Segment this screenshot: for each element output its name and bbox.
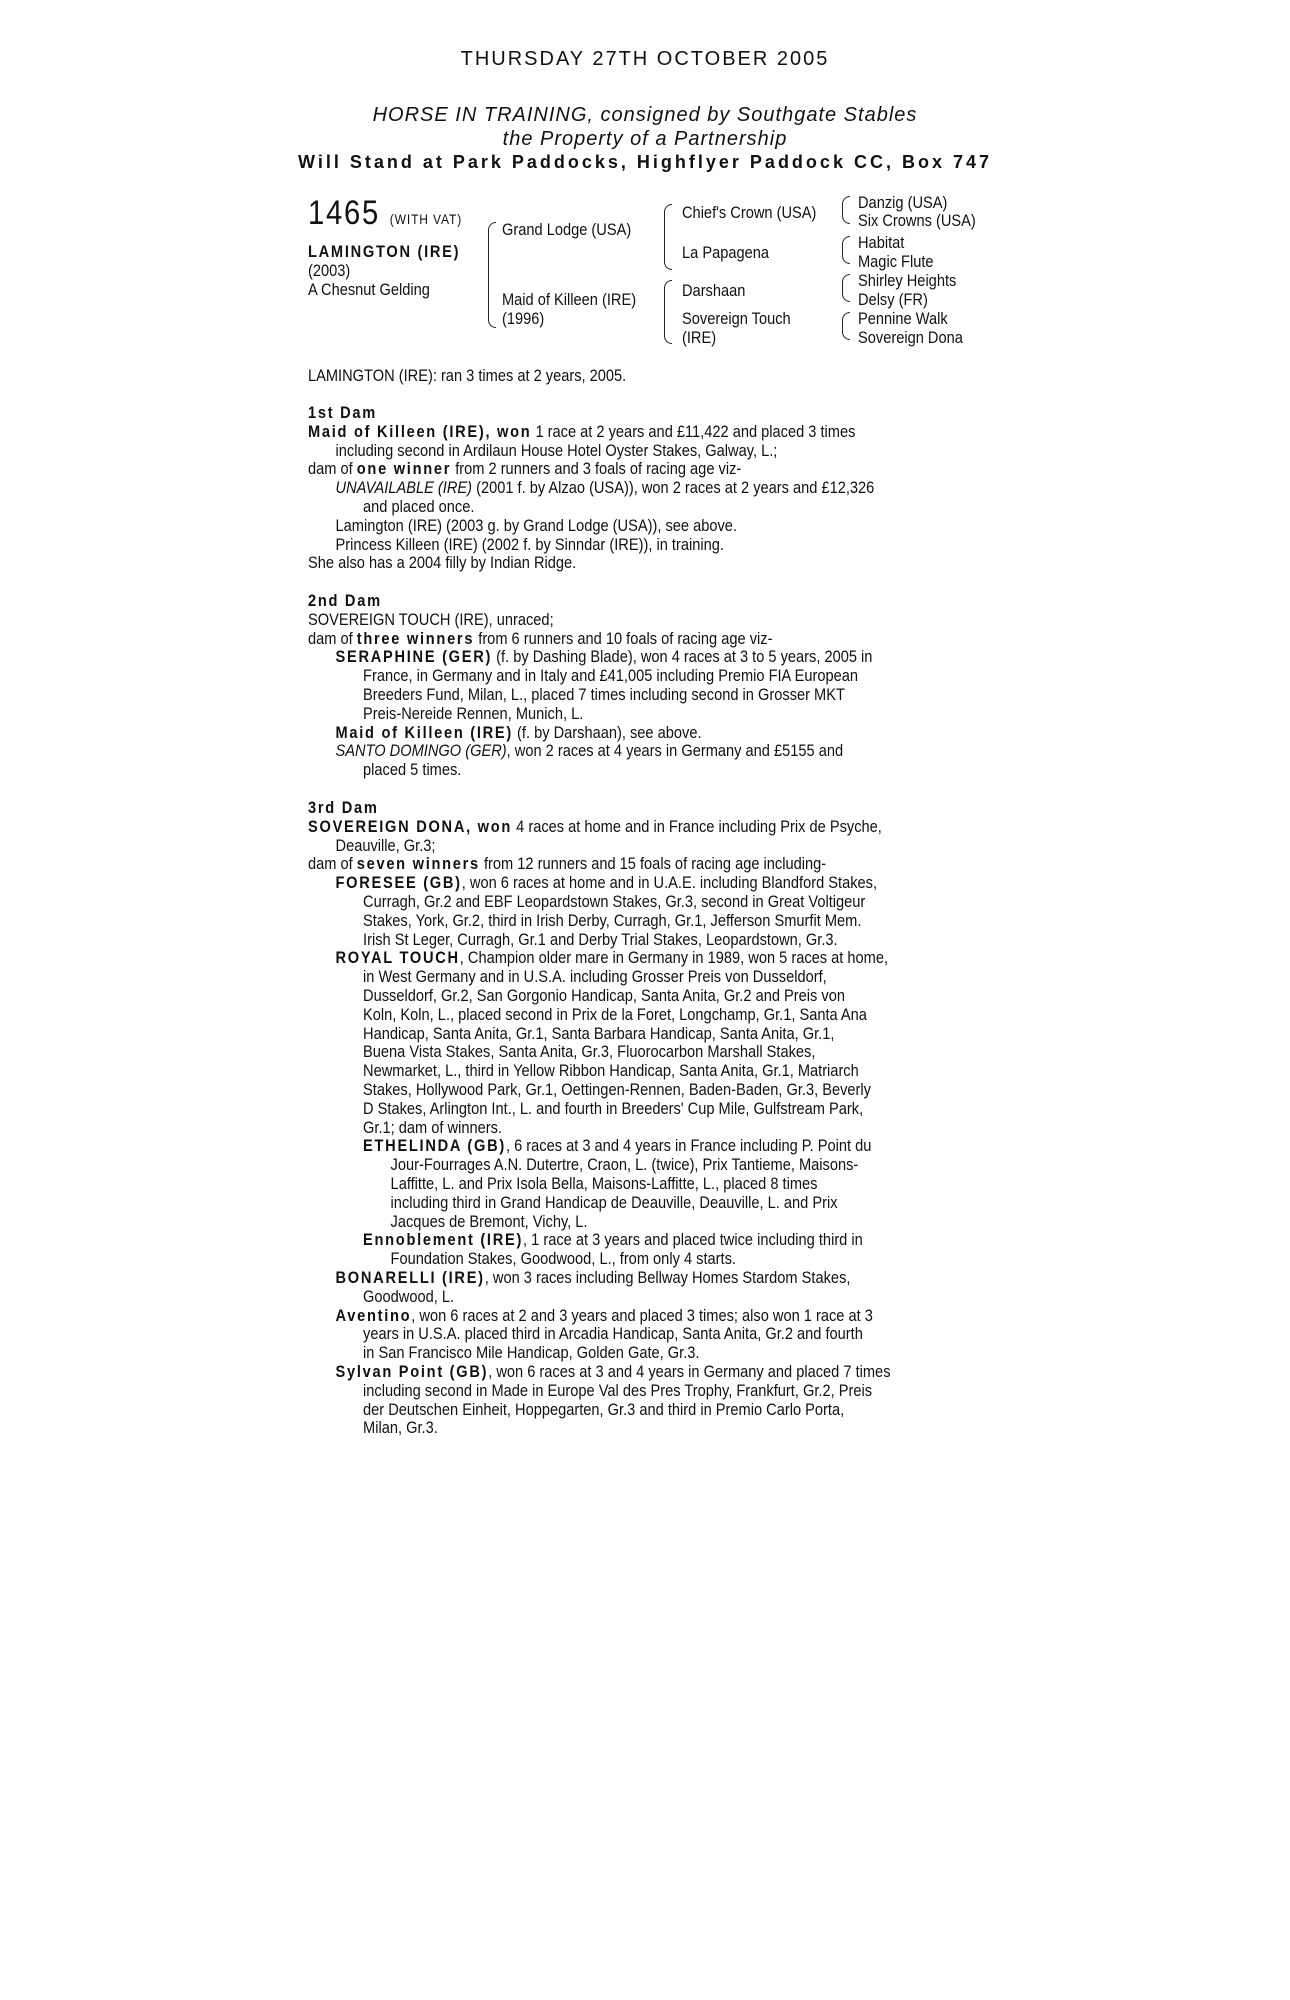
second-dam-section [308, 592, 1028, 780]
pedigree-g2: Six Crowns (USA) [858, 211, 976, 230]
second-dam-line: France, in Germany and in Italy and £41,005 including Premio FIA European [363, 666, 858, 686]
third-dam-line: ETHELINDA (GB), 6 races at 3 and 4 years in France including P. Point du [363, 1136, 872, 1156]
sale-date: THURSDAY 27TH OCTOBER 2005 [460, 48, 830, 70]
first-dam-line: dam of one winner from 2 runners and 3 foals of racing age viz- [308, 459, 742, 479]
second-dam-line: Maid of Killeen (IRE) (f. by Darshaan), see above. [335, 722, 702, 742]
first-dam-line: She also has a 2004 filly by Indian Ridge. [308, 553, 577, 573]
pedigree-brace-6 [842, 274, 850, 302]
pedigree-dam-sire: Darshaan [682, 281, 746, 300]
pedigree-sire-dam: La Papagena [682, 243, 769, 262]
first-dam-line: UNAVAILABLE (IRE) (2001 f. by Alzao (USA)), won 2 races at 2 years and £12,326 [335, 478, 875, 498]
pedigree-g4: Magic Flute [858, 252, 934, 271]
third-dam-line: Koln, Koln, L., placed second in Prix de la Foret, Longchamp, Gr.1, Santa Ana [363, 1004, 867, 1024]
second-dam-line: SOVEREIGN TOUCH (IRE), unraced; [308, 609, 554, 629]
first-dam-heading: 1st Dam [308, 403, 377, 422]
first-dam-line: Princess Killeen (IRE) (2002 f. by Sinndar (IRE)), in training. [335, 534, 724, 554]
pedigree-brace-3 [664, 280, 672, 344]
second-dam-line: SANTO DOMINGO (GER), won 2 races at 4 years in Germany and £5155 and [335, 741, 844, 761]
horse-name: LAMINGTON (IRE) [308, 242, 461, 261]
lot-number-block [308, 194, 462, 233]
first-dam-line: Maid of Killeen (IRE), won 1 race at 2 years and £11,422 and placed 3 times [308, 421, 856, 441]
pedigree-brace-4 [842, 196, 850, 224]
third-dam-line: der Deutschen Einheit, Hoppegarten, Gr.3 and third in Premio Carlo Porta, [363, 1399, 845, 1419]
pedigree-dam: Maid of Killeen (IRE) [502, 290, 637, 309]
pedigree-sire-sire: Chief's Crown (USA) [682, 203, 817, 222]
pedigree-dam-dam-suffix: (IRE) [682, 328, 717, 347]
pedigree-brace-5 [842, 236, 850, 264]
third-dam-line: FORESEE (GB), won 6 races at home and in U.A.E. including Blandford Stakes, [335, 873, 878, 893]
third-dam-line: Aventino, won 6 races at 2 and 3 years and placed 3 times; also won 1 race at 3 [335, 1305, 873, 1325]
pedigree-brace-2 [664, 204, 672, 270]
third-dam-lines [308, 818, 1028, 1438]
pedigree-g7: Pennine Walk [858, 309, 948, 328]
third-dam-line: Jour-Fourrages A.N. Dutertre, Craon, L. (twice), Prix Tantieme, Maisons- [390, 1155, 859, 1175]
second-dam-line: Breeders Fund, Milan, L., placed 7 times including second in Grosser MKT [363, 684, 845, 704]
pedigree-g5: Shirley Heights [858, 271, 957, 290]
third-dam-heading: 3rd Dam [308, 798, 379, 817]
third-dam-line: dam of seven winners from 12 runners and 15 foals of racing age including- [308, 854, 827, 874]
second-dam-line: SERAPHINE (GER) (f. by Dashing Blade), won 4 races at 3 to 5 years, 2005 in [335, 647, 873, 667]
pedigree-g8: Sovereign Dona [858, 328, 963, 347]
third-dam-line: Newmarket, L., third in Yellow Ribbon Handicap, Santa Anita, Gr.1, Matriarch [363, 1061, 859, 1081]
pedigree-g6: Delsy (FR) [858, 290, 928, 309]
property-line: the Property of a Partnership [502, 128, 788, 150]
third-dam-line: Sylvan Point (GB), won 6 races at 3 and 4 years in Germany and placed 7 times [335, 1361, 891, 1381]
third-dam-section [308, 799, 1028, 1438]
third-dam-line: Foundation Stakes, Goodwood, L., from only 4 starts. [390, 1249, 736, 1269]
third-dam-line: including third in Grand Handicap de Deauville, Deauville, L. and Prix [390, 1192, 838, 1212]
pedigree-sire: Grand Lodge (USA) [502, 220, 632, 239]
third-dam-line: Laffitte, L. and Prix Isola Bella, Maisons-Laffitte, L., placed 8 times [390, 1173, 818, 1193]
third-dam-line: ROYAL TOUCH, Champion older mare in Germany in 1989, won 5 races at home, [335, 948, 889, 968]
second-dam-line: Preis-Nereide Rennen, Munich, L. [363, 703, 584, 723]
third-dam-line: D Stakes, Arlington Int., L. and fourth in Breeders' Cup Mile, Gulfstream Park, [363, 1098, 864, 1118]
stand-location: Will Stand at Park Paddocks, Highflyer Paddock CC, Box 747 [298, 152, 992, 172]
pedigree-dam-year: (1996) [502, 309, 545, 328]
third-dam-line: Curragh, Gr.2 and EBF Leopardstown Stakes, Gr.3, second in Great Voltigeur [363, 891, 866, 911]
horse-year: (2003) [308, 261, 351, 280]
third-dam-line: Stakes, Hollywood Park, Gr.1, Oettingen-Rennen, Baden-Baden, Gr.3, Beverly [363, 1079, 871, 1099]
third-dam-line: Handicap, Santa Anita, Gr.1, Santa Barbara Handicap, Santa Anita, Gr.1, [363, 1023, 835, 1043]
third-dam-line: in San Francisco Mile Handicap, Golden Gate, Gr.3. [363, 1343, 700, 1363]
horse-description: A Chesnut Gelding [308, 280, 430, 299]
second-dam-line: placed 5 times. [363, 760, 462, 780]
third-dam-line: Buena Vista Stakes, Santa Anita, Gr.3, Fluorocarbon Marshall Stakes, [363, 1042, 816, 1062]
lot-number: 1465 [308, 194, 380, 232]
first-dam-section [308, 404, 1028, 573]
third-dam-line: BONARELLI (IRE), won 3 races including Bellway Homes Stardom Stakes, [335, 1267, 851, 1287]
pedigree-g1: Danzig (USA) [858, 193, 948, 212]
pedigree-dam-dam: Sovereign Touch [682, 309, 791, 328]
pedigree-brace-7 [842, 312, 850, 340]
third-dam-line: Ennoblement (IRE), 1 race at 3 years and placed twice including third in [363, 1230, 863, 1250]
first-dam-line: including second in Ardilaun House Hotel Oyster Stakes, Galway, L.; [335, 440, 778, 460]
vat-note: (WITH VAT) [389, 211, 463, 227]
third-dam-line: Gr.1; dam of winners. [363, 1117, 502, 1137]
third-dam-line: including second in Made in Europe Val des Pres Trophy, Frankfurt, Gr.2, Preis [363, 1380, 873, 1400]
pedigree-g3: Habitat [858, 233, 905, 252]
third-dam-line: Dusseldorf, Gr.2, San Gorgonio Handicap, Santa Anita, Gr.2 and Preis von [363, 985, 845, 1005]
first-dam-line: and placed once. [363, 496, 475, 516]
second-dam-heading: 2nd Dam [308, 591, 382, 610]
second-dam-line: dam of three winners from 6 runners and 10 foals of racing age viz- [308, 628, 773, 648]
third-dam-line: Jacques de Bremont, Vichy, L. [390, 1211, 588, 1231]
third-dam-line: Milan, Gr.3. [363, 1418, 438, 1438]
third-dam-line: in West Germany and in U.S.A. including Grosser Preis von Dusseldorf, [363, 967, 827, 987]
third-dam-line: Deauville, Gr.3; [335, 835, 436, 855]
consignment-line: HORSE IN TRAINING, consigned by Southgate Stables [372, 104, 918, 126]
third-dam-line: Irish St Leger, Curragh, Gr.1 and Derby Trial Stakes, Leopardstown, Gr.3. [363, 929, 838, 949]
third-dam-line: SOVEREIGN DONA, won 4 races at home and in France including Prix de Psyche, [308, 816, 882, 836]
race-record: LAMINGTON (IRE): ran 3 times at 2 years, 2005. [308, 366, 627, 385]
first-dam-line: Lamington (IRE) (2003 g. by Grand Lodge (USA)), see above. [335, 515, 737, 535]
third-dam-line: Stakes, York, Gr.2, third in Irish Derby, Curragh, Gr.1, Jefferson Smurfit Mem. [363, 910, 862, 930]
third-dam-line: years in U.S.A. placed third in Arcadia Handicap, Santa Anita, Gr.2 and fourth [363, 1324, 863, 1344]
pedigree-brace-1 [488, 222, 496, 328]
third-dam-line: Goodwood, L. [363, 1286, 455, 1306]
